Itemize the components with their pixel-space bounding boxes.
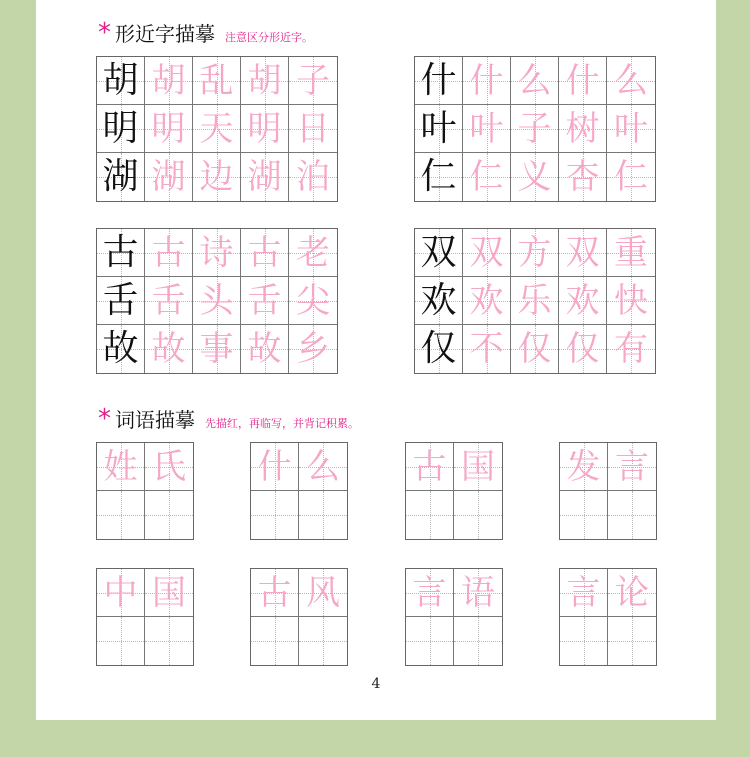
trace-character: 头: [199, 280, 234, 321]
star-icon: *: [98, 18, 111, 48]
trace-character: 仁: [469, 157, 504, 197]
word-grid: [250, 442, 348, 540]
grid-row: [415, 277, 655, 325]
trace-character: 古: [257, 572, 292, 613]
grid-cell: [97, 105, 145, 153]
grid-row: [560, 617, 656, 665]
grid-row: [97, 105, 337, 153]
model-character: 湖: [102, 156, 139, 197]
model-character: 明: [102, 107, 139, 149]
grid-cell: [145, 105, 193, 153]
trace-character: 边: [199, 157, 234, 197]
trace-character: 双: [469, 232, 504, 273]
section-heading-similar-chars: [98, 18, 313, 47]
grid-cell: [145, 325, 193, 373]
writing-cell[interactable]: [560, 617, 608, 665]
writing-cell[interactable]: [406, 617, 454, 665]
trace-character: 语: [461, 572, 495, 613]
trace-character: 故: [247, 329, 282, 369]
grid-row: [97, 617, 193, 665]
grid-cell: [559, 325, 607, 373]
trace-character: 言: [615, 446, 649, 487]
grid-row: [251, 569, 347, 617]
writing-cell[interactable]: [97, 491, 145, 539]
word-grid: [250, 568, 348, 666]
trace-character: 乡: [296, 329, 330, 369]
trace-character: 舌: [151, 280, 186, 321]
word-grid: [559, 568, 657, 666]
trace-character: 欢: [565, 280, 600, 321]
grid-cell: [511, 277, 559, 325]
trace-character: 双: [565, 232, 600, 273]
trace-character: 发: [566, 446, 601, 487]
char-grid-3: [96, 228, 338, 374]
grid-row: [406, 491, 502, 539]
writing-cell[interactable]: [299, 491, 347, 539]
trace-character: 仁: [614, 157, 648, 197]
grid-cell: [145, 569, 193, 617]
grid-cell: [193, 277, 241, 325]
grid-cell: [406, 569, 454, 617]
model-character: 欢: [420, 279, 457, 321]
trace-character: 国: [461, 446, 495, 487]
trace-character: 事: [199, 329, 234, 369]
grid-row: [97, 569, 193, 617]
grid-cell: [415, 105, 463, 153]
trace-character: 故: [151, 329, 186, 369]
writing-cell[interactable]: [608, 617, 656, 665]
grid-row: [406, 569, 502, 617]
grid-row: [97, 491, 193, 539]
grid-cell: [289, 57, 337, 105]
grid-cell: [289, 277, 337, 325]
grid-cell: [559, 277, 607, 325]
grid-cell: [511, 153, 559, 201]
grid-cell: [97, 153, 145, 201]
grid-row: [97, 443, 193, 491]
trace-character: 仅: [565, 329, 600, 369]
trace-character: 古: [151, 232, 186, 273]
word-grid: [405, 442, 503, 540]
grid-cell: [559, 153, 607, 201]
grid-cell: [454, 569, 502, 617]
grid-cell: [97, 229, 145, 277]
trace-character: 叶: [614, 108, 648, 149]
model-character: 叶: [420, 107, 457, 149]
grid-row: [406, 617, 502, 665]
star-icon: *: [98, 404, 111, 434]
grid-cell: [289, 105, 337, 153]
grid-row: [97, 325, 337, 373]
grid-cell: [511, 229, 559, 277]
model-character: 胡: [102, 59, 139, 101]
trace-character: 树: [565, 108, 600, 149]
trace-character: 重: [614, 232, 648, 273]
grid-cell: [415, 325, 463, 373]
grid-cell: [560, 569, 608, 617]
grid-cell: [145, 443, 193, 491]
grid-cell: [607, 325, 655, 373]
trace-character: 么: [517, 60, 552, 101]
grid-cell: [607, 229, 655, 277]
trace-character: 杏: [565, 157, 600, 197]
trace-character: 子: [517, 108, 552, 149]
trace-character: 诗: [199, 232, 234, 273]
grid-row: [97, 229, 337, 277]
word-grid: [96, 442, 194, 540]
worksheet-page: [36, 0, 716, 720]
grid-cell: [454, 443, 502, 491]
writing-cell[interactable]: [454, 491, 502, 539]
writing-cell[interactable]: [454, 617, 502, 665]
writing-cell[interactable]: [145, 491, 193, 539]
grid-cell: [251, 443, 299, 491]
grid-row: [97, 153, 337, 201]
trace-character: 有: [614, 329, 648, 369]
trace-character: 老: [296, 232, 330, 273]
trace-character: 舌: [247, 280, 282, 321]
trace-character: 乱: [199, 60, 234, 101]
char-grid-4: [414, 228, 656, 374]
grid-cell: [97, 57, 145, 105]
grid-cell: [463, 153, 511, 201]
grid-cell: [241, 229, 289, 277]
model-character: 什: [420, 59, 457, 101]
model-character: 仁: [420, 156, 457, 197]
trace-character: 湖: [151, 157, 186, 197]
model-character: 双: [420, 231, 457, 273]
char-grid-2: [414, 56, 656, 202]
trace-character: 不: [469, 329, 504, 369]
grid-row: [406, 443, 502, 491]
grid-cell: [145, 153, 193, 201]
trace-character: 方: [517, 232, 552, 273]
trace-character: 古: [412, 446, 447, 487]
writing-cell[interactable]: [145, 617, 193, 665]
grid-row: [560, 569, 656, 617]
trace-character: 天: [199, 108, 234, 149]
model-character: 舌: [102, 279, 139, 321]
grid-cell: [406, 443, 454, 491]
grid-cell: [97, 443, 145, 491]
grid-cell: [97, 569, 145, 617]
trace-character: 胡: [151, 60, 186, 101]
grid-cell: [463, 277, 511, 325]
grid-row: [415, 325, 655, 373]
writing-cell[interactable]: [251, 617, 299, 665]
writing-cell[interactable]: [97, 617, 145, 665]
grid-cell: [241, 277, 289, 325]
grid-cell: [607, 153, 655, 201]
model-character: 古: [102, 231, 139, 273]
trace-character: 明: [247, 108, 282, 149]
grid-row: [251, 491, 347, 539]
grid-cell: [289, 325, 337, 373]
grid-cell: [511, 105, 559, 153]
grid-cell: [251, 569, 299, 617]
grid-cell: [299, 443, 347, 491]
grid-cell: [415, 277, 463, 325]
page-number: 4: [371, 676, 381, 692]
grid-cell: [193, 57, 241, 105]
grid-cell: [559, 105, 607, 153]
grid-cell: [289, 153, 337, 201]
grid-cell: [415, 57, 463, 105]
grid-cell: [97, 277, 145, 325]
trace-character: 国: [152, 572, 186, 613]
grid-row: [560, 443, 656, 491]
trace-character: 快: [614, 280, 648, 321]
word-grid: [96, 568, 194, 666]
section-heading-words: [98, 404, 359, 433]
grid-cell: [193, 153, 241, 201]
grid-cell: [415, 153, 463, 201]
trace-character: 什: [469, 60, 504, 101]
writing-cell[interactable]: [608, 491, 656, 539]
writing-cell[interactable]: [560, 491, 608, 539]
section-title: 形近字描摹: [115, 22, 215, 46]
trace-character: 言: [566, 572, 601, 613]
grid-row: [251, 617, 347, 665]
grid-cell: [560, 443, 608, 491]
grid-cell: [463, 57, 511, 105]
trace-character: 尖: [296, 280, 330, 321]
section-note: 注意区分形近字。: [225, 31, 313, 44]
grid-cell: [145, 229, 193, 277]
model-character: 故: [102, 328, 139, 369]
grid-cell: [193, 105, 241, 153]
writing-cell[interactable]: [251, 491, 299, 539]
grid-cell: [463, 229, 511, 277]
grid-cell: [559, 229, 607, 277]
grid-cell: [193, 325, 241, 373]
grid-cell: [289, 229, 337, 277]
grid-cell: [241, 57, 289, 105]
grid-cell: [241, 153, 289, 201]
grid-cell: [463, 105, 511, 153]
grid-cell: [607, 277, 655, 325]
word-grid: [405, 568, 503, 666]
grid-cell: [608, 569, 656, 617]
trace-character: 古: [247, 232, 282, 273]
trace-character: 义: [517, 157, 552, 197]
grid-cell: [145, 57, 193, 105]
grid-cell: [299, 569, 347, 617]
grid-cell: [511, 325, 559, 373]
grid-row: [415, 153, 655, 201]
trace-character: 胡: [247, 60, 282, 101]
writing-cell[interactable]: [406, 491, 454, 539]
writing-cell[interactable]: [299, 617, 347, 665]
grid-row: [251, 443, 347, 491]
word-grid: [559, 442, 657, 540]
grid-row: [97, 57, 337, 105]
trace-character: 日: [296, 108, 330, 149]
grid-cell: [193, 229, 241, 277]
trace-character: 么: [306, 446, 340, 487]
grid-cell: [241, 325, 289, 373]
grid-cell: [415, 229, 463, 277]
trace-character: 湖: [247, 157, 282, 197]
grid-row: [97, 277, 337, 325]
trace-character: 仅: [517, 329, 552, 369]
trace-character: 氏: [152, 446, 186, 487]
trace-character: 言: [412, 572, 447, 613]
grid-row: [415, 105, 655, 153]
trace-character: 泊: [296, 157, 330, 197]
trace-character: 么: [614, 60, 648, 101]
grid-cell: [511, 57, 559, 105]
trace-character: 明: [151, 108, 186, 149]
grid-row: [415, 57, 655, 105]
grid-cell: [607, 57, 655, 105]
trace-character: 什: [565, 60, 600, 101]
grid-row: [415, 229, 655, 277]
grid-cell: [463, 325, 511, 373]
model-character: 仅: [420, 328, 457, 369]
grid-cell: [145, 277, 193, 325]
grid-row: [560, 491, 656, 539]
char-grid-1: [96, 56, 338, 202]
section-title: 词语描摹: [115, 408, 195, 432]
trace-character: 中: [103, 572, 138, 613]
trace-character: 乐: [517, 280, 552, 321]
grid-cell: [559, 57, 607, 105]
grid-cell: [241, 105, 289, 153]
trace-character: 论: [615, 572, 649, 613]
section-note: 先描红，再临写，并背记积累。: [205, 417, 359, 430]
grid-cell: [607, 105, 655, 153]
trace-character: 风: [306, 572, 340, 613]
grid-cell: [97, 325, 145, 373]
trace-character: 欢: [469, 280, 504, 321]
trace-character: 叶: [469, 108, 504, 149]
trace-character: 子: [296, 60, 330, 101]
trace-character: 姓: [103, 446, 138, 487]
trace-character: 什: [257, 446, 292, 487]
grid-cell: [608, 443, 656, 491]
